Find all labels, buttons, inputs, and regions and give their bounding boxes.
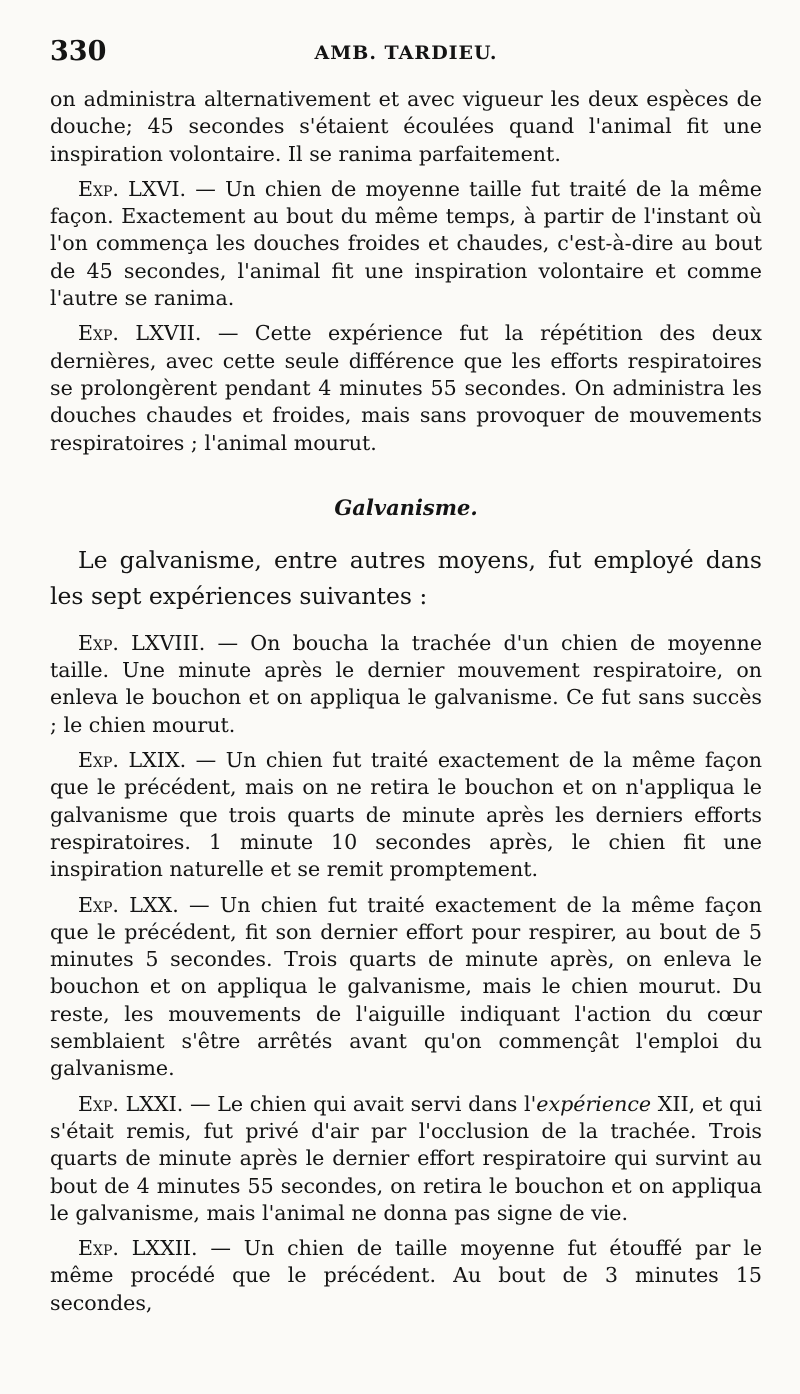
page-number: 330 [50, 36, 107, 67]
paragraph-exp-lxvi: Exp. LXVI. — Un chien de moyenne taille fut traité de la même façon. Exactement au bout du même temps, à partir de l'instant où l'on commença les douches froides et chaudes, c'est-à-dire au bout de 45 secondes, l'animal fit une inspiration volontaire et comme l'autre se ranima. [50, 176, 762, 311]
experiment-label: Exp. LXVI. [78, 176, 187, 201]
paragraph-exp-lxxi: Exp. LXXI. — Le chien qui avait servi dans l'expérience XII, et qui s'était remis, fut privé d'air par l'occlusion de la trachée. Trois quarts de minute après le dernier effort respiratoire qui survint au bout de 4 minutes 55 secondes, on retira le bouchon et on appliqua le galvanisme, mais l'animal ne donna pas signe de vie. [50, 1091, 762, 1225]
section-intro: Le galvanisme, entre autres moyens, fut employé dans les sept expériences suivantes : [50, 545, 762, 610]
experiment-label: Exp. LXX. [78, 892, 179, 917]
paragraph-exp-lxxii: Exp. LXXII. — Un chien de taille moyenne fut étouffé par le même procédé que le précédent. Au bout de 3 minutes 15 secondes, [50, 1236, 763, 1315]
experiment-label: Exp. LXIX. [78, 748, 187, 773]
experiment-label: Exp. LXVII. [78, 321, 202, 346]
paragraph: on administra alternativement et avec vigueur les deux espèces de douche; 45 secondes s'étaient écoulées quand l'animal fit une inspiration volontaire. Il se ranima parfaitement. [50, 87, 762, 166]
experiment-label: Exp. LXXII. [78, 1236, 198, 1261]
experiment-label: Exp. LXXI. [78, 1091, 184, 1116]
page-header [50, 36, 762, 76]
page-body [50, 86, 762, 1317]
paragraph-exp-lxx: Exp. LXX. — Un chien fut traité exactement de la même façon que le précédent, fit son dernier effort pour respirer, au bout de 5 minutes 5 secondes. Trois quarts de minute après, on enleva le bouchon et on appliqua le galvanisme, mais le chien mourut. Du reste, les mouvements de l'aiguille indiquant l'action du cœur semblaient s'être arrêtés avant qu'on commençât l'emploi du galvanisme. [50, 892, 762, 1081]
paragraph-exp-lxix: Exp. LXIX. — Un chien fut traité exactement de la même façon que le précédent, mais on ne retira le bouchon et on n'appliqua le galvanisme que trois quarts de minute après les derniers efforts respiratoires. 1 minute 10 secondes après, le chien fit une inspiration naturelle et se remit promptement. [50, 748, 762, 882]
running-head: AMB. TARDIEU. [314, 42, 498, 64]
experiment-label: Exp. LXVIII. [78, 630, 206, 655]
paragraph-exp-lxviii: Exp. LXVIII. — On boucha la trachée d'un chien de moyenne taille. Une minute après le dernier mouvement respiratoire, on enleva le bouchon et on appliqua le galvanisme. Ce fut sans succès ; le chien mourut. [50, 630, 763, 737]
section-heading: Galvanisme. [334, 494, 478, 520]
italic-word: expérience [536, 1091, 652, 1116]
paragraph-exp-lxvii: Exp. LXVII. — Cette expérience fut la répétition des deux dernières, avec cette seule différence que les efforts respiratoires se prolongèrent pendant 4 minutes 55 secondes. On administra les douches chaudes et froides, mais sans provoquer de mouvements respiratoires ; l'animal mourut. [50, 321, 762, 455]
